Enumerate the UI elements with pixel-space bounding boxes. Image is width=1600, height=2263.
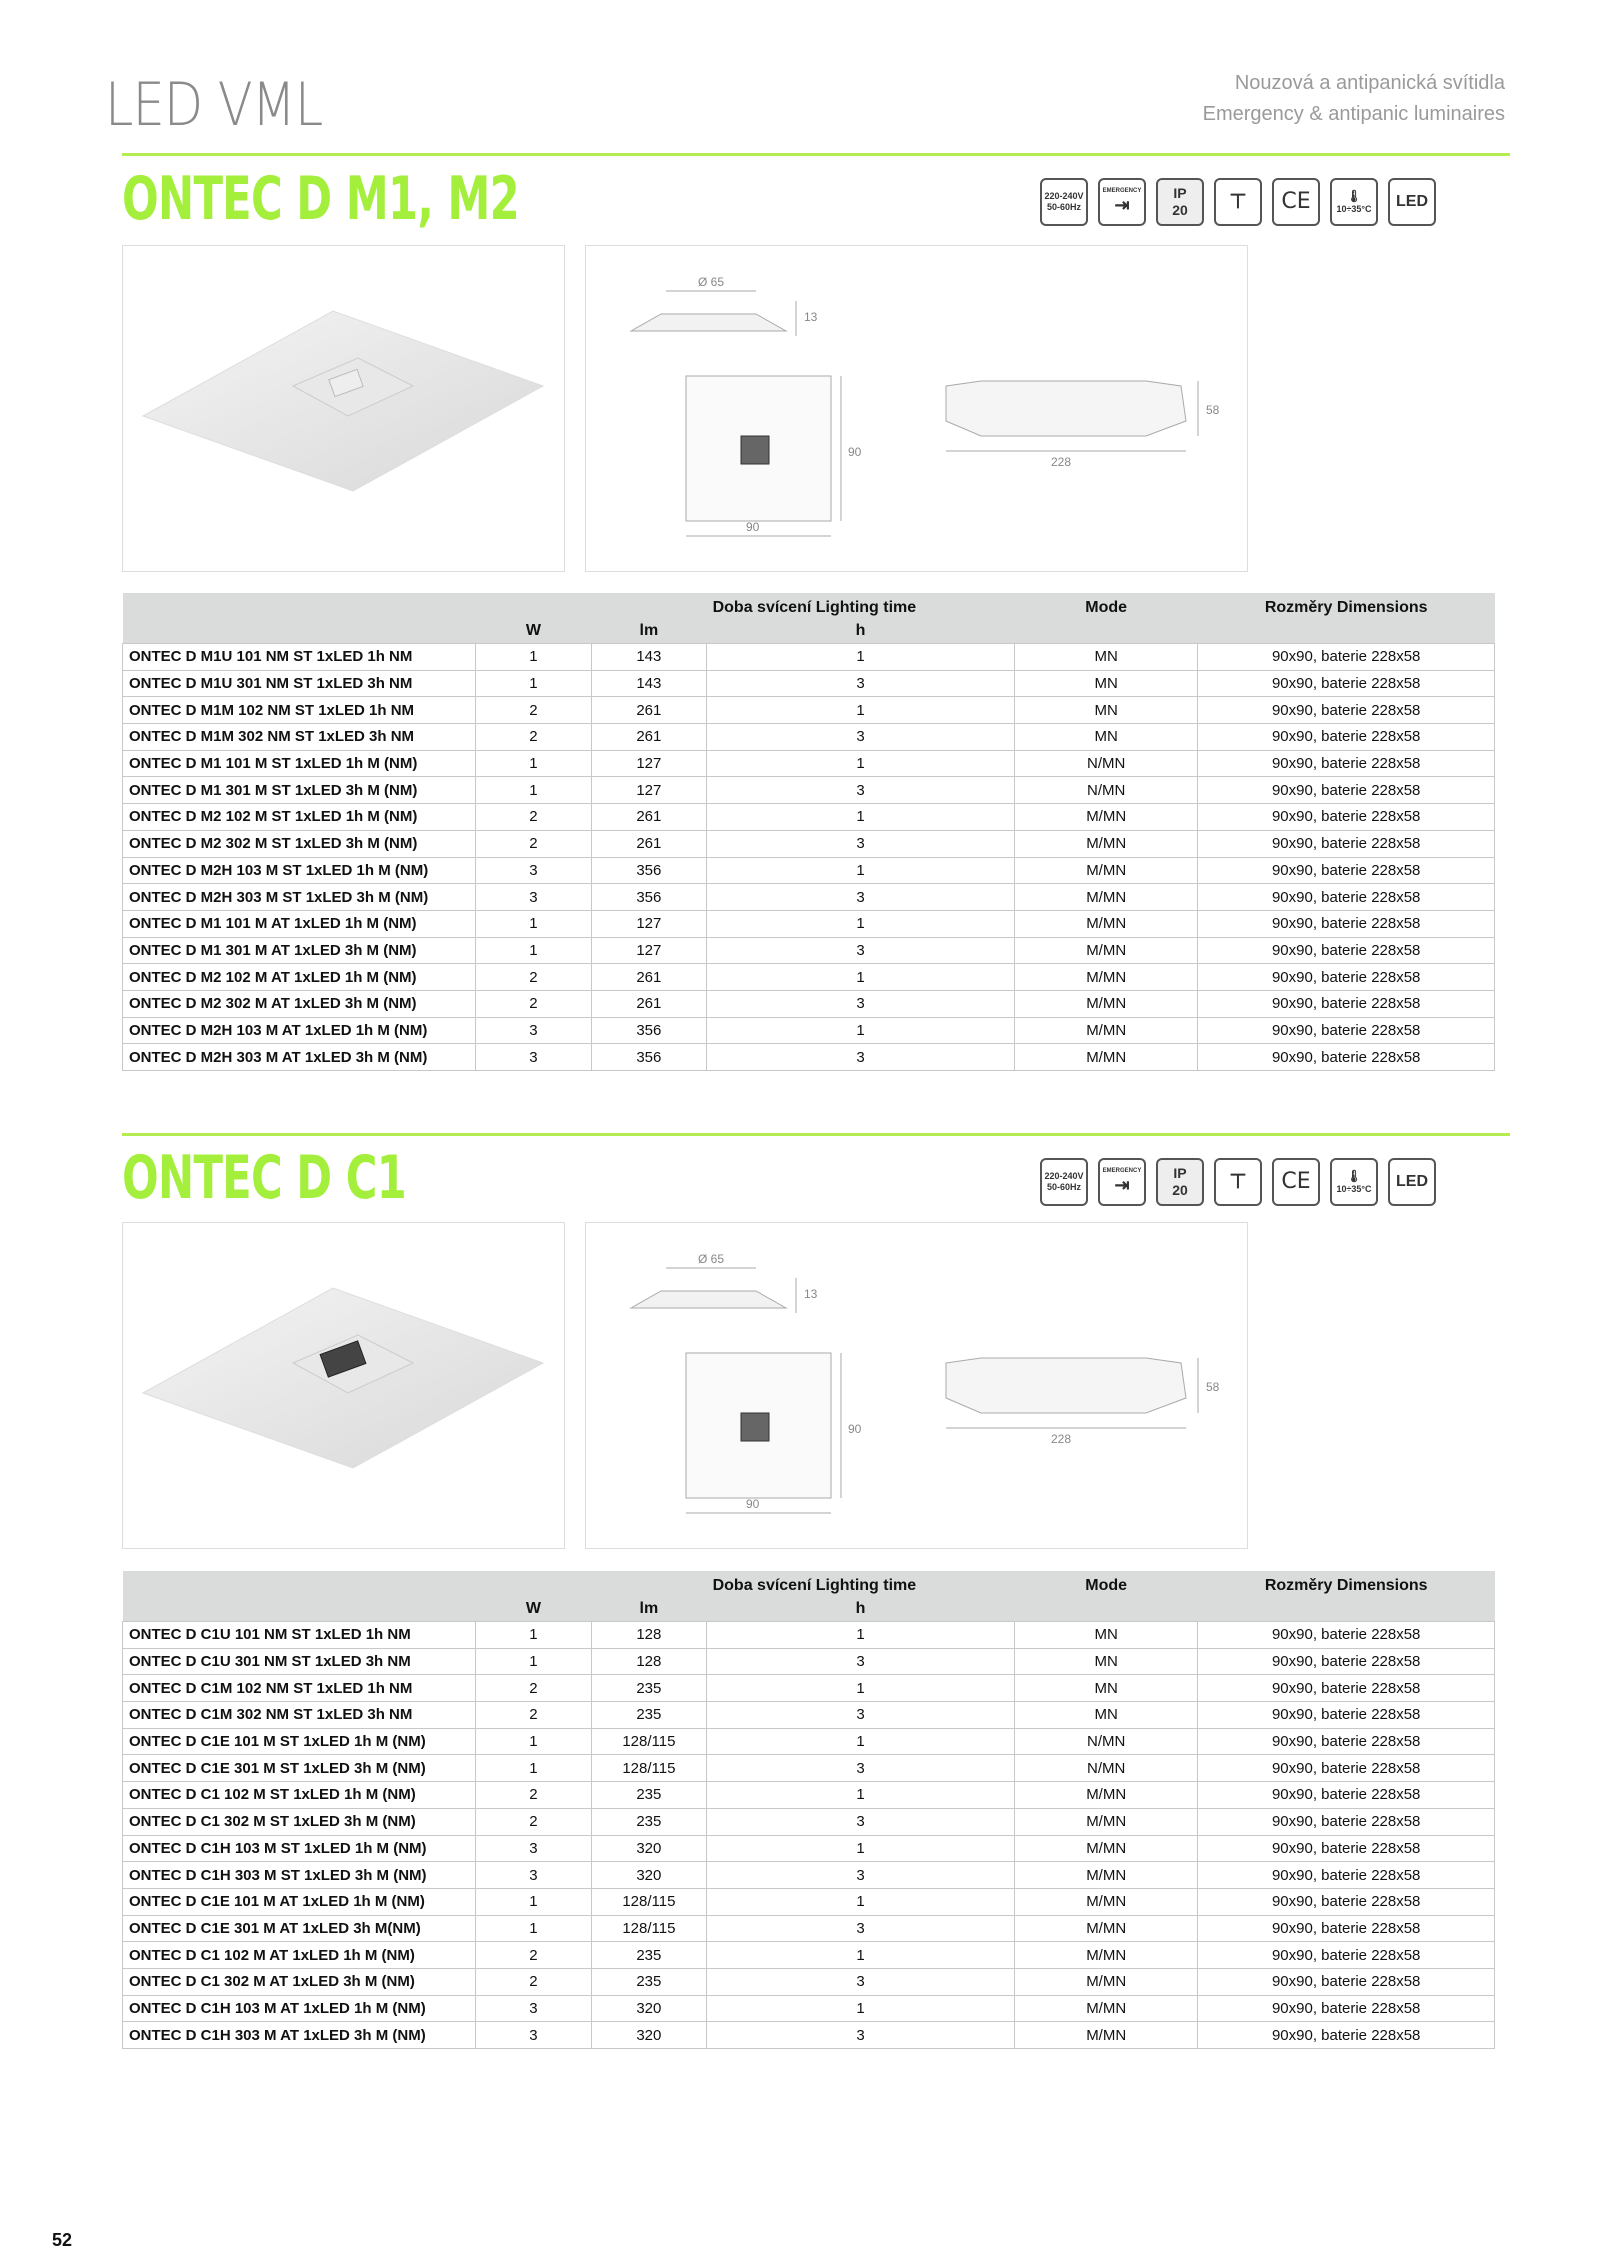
table-row	[123, 1968, 1495, 1995]
lumen-cell: 235	[591, 1968, 706, 1995]
lumen-cell: 127	[591, 937, 706, 964]
mode-cell: MN	[1015, 1702, 1198, 1729]
lumen-cell: 261	[591, 804, 706, 831]
ip20-icon: IP 20	[1156, 1158, 1204, 1206]
table-row	[123, 1835, 1495, 1862]
watt-cell: 2	[476, 1675, 591, 1702]
table-row	[123, 804, 1495, 831]
mode-cell: M/MN	[1015, 1862, 1198, 1889]
dimensions-cell: 90x90, baterie 228x58	[1198, 830, 1495, 857]
technical-drawing	[585, 1222, 1248, 1549]
product-name: ONTEC D C1E 101 M AT 1xLED 1h M (NM)	[123, 1888, 476, 1915]
hours-cell: 3	[707, 1968, 1015, 1995]
hours-header: h	[707, 619, 1015, 644]
lumen-cell: 128/115	[591, 1888, 706, 1915]
table-row	[123, 857, 1495, 884]
dimensions-cell: 90x90, baterie 228x58	[1198, 1675, 1495, 1702]
lumen-cell: 143	[591, 670, 706, 697]
dimensions-cell: 90x90, baterie 228x58	[1198, 2022, 1495, 2049]
hours-cell: 1	[707, 1782, 1015, 1809]
hours-cell: 1	[707, 697, 1015, 724]
hours-cell: 3	[707, 2022, 1015, 2049]
dim-battery-height: 58	[1206, 403, 1220, 417]
table-row	[123, 2022, 1495, 2049]
lumen-cell: 356	[591, 1017, 706, 1044]
hours-cell: 3	[707, 670, 1015, 697]
lumen-cell: 128/115	[591, 1915, 706, 1942]
dim-width: 90	[848, 1422, 862, 1436]
technical-drawing	[585, 245, 1248, 572]
lumen-header: lm	[591, 1597, 706, 1622]
mode-cell: M/MN	[1015, 1995, 1198, 2022]
watt-cell: 2	[476, 697, 591, 724]
table-row	[123, 777, 1495, 804]
emergency-exit-icon: EMERGENCY ⇥	[1098, 1158, 1146, 1206]
watt-cell: 1	[476, 750, 591, 777]
product-name: ONTEC D C1E 301 M AT 1xLED 3h M(NM)	[123, 1915, 476, 1942]
lumen-cell: 320	[591, 1835, 706, 1862]
table-row	[123, 644, 1495, 671]
dimensions-cell: 90x90, baterie 228x58	[1198, 1782, 1495, 1809]
table-row	[123, 750, 1495, 777]
watt-cell: 2	[476, 1782, 591, 1809]
hours-cell: 3	[707, 1808, 1015, 1835]
dimensions-cell: 90x90, baterie 228x58	[1198, 1942, 1495, 1969]
watt-cell: 1	[476, 670, 591, 697]
hours-cell: 1	[707, 910, 1015, 937]
mode-cell: MN	[1015, 724, 1198, 751]
ce-icon: CE	[1272, 178, 1320, 226]
watt-cell: 1	[476, 1648, 591, 1675]
emergency-exit-icon: EMERGENCY ⇥	[1098, 178, 1146, 226]
watt-cell: 3	[476, 1044, 591, 1071]
product-name: ONTEC D C1 102 M ST 1xLED 1h M (NM)	[123, 1782, 476, 1809]
dimensions-cell: 90x90, baterie 228x58	[1198, 1835, 1495, 1862]
product-name: ONTEC D M1 101 M AT 1xLED 1h M (NM)	[123, 910, 476, 937]
hours-cell: 3	[707, 884, 1015, 911]
product-name: ONTEC D M1 101 M ST 1xLED 1h M (NM)	[123, 750, 476, 777]
lumen-cell: 261	[591, 990, 706, 1017]
hours-cell: 3	[707, 830, 1015, 857]
hours-cell: 1	[707, 1835, 1015, 1862]
lumen-cell: 320	[591, 2022, 706, 2049]
watt-cell: 1	[476, 644, 591, 671]
mode-cell: M/MN	[1015, 1968, 1198, 1995]
watt-cell: 3	[476, 2022, 591, 2049]
table-row	[123, 1995, 1495, 2022]
watt-cell: 2	[476, 990, 591, 1017]
watt-cell: 2	[476, 1968, 591, 1995]
product-name: ONTEC D C1M 302 NM ST 1xLED 3h NM	[123, 1702, 476, 1729]
lumen-cell: 127	[591, 777, 706, 804]
lumen-cell: 235	[591, 1675, 706, 1702]
dim-width: 90	[848, 445, 862, 459]
product-name: ONTEC D C1U 301 NM ST 1xLED 3h NM	[123, 1648, 476, 1675]
lumen-cell: 356	[591, 1044, 706, 1071]
hours-cell: 1	[707, 857, 1015, 884]
table-row	[123, 1888, 1495, 1915]
section-title: ONTEC D C1	[122, 1143, 407, 1213]
dimensions-cell: 90x90, baterie 228x58	[1198, 670, 1495, 697]
product-name: ONTEC D M2 302 M AT 1xLED 3h M (NM)	[123, 990, 476, 1017]
dimensions-cell: 90x90, baterie 228x58	[1198, 750, 1495, 777]
dimensions-cell: 90x90, baterie 228x58	[1198, 724, 1495, 751]
dim-battery-length: 228	[1051, 455, 1072, 469]
table-row	[123, 1862, 1495, 1889]
temperature-icon: 🌡 10÷35°C	[1330, 1158, 1378, 1206]
mode-cell: MN	[1015, 670, 1198, 697]
page-title: LED VML	[105, 70, 323, 140]
table-row	[123, 1755, 1495, 1782]
mode-cell: M/MN	[1015, 2022, 1198, 2049]
watt-cell: 2	[476, 724, 591, 751]
mode-cell: N/MN	[1015, 750, 1198, 777]
lumen-cell: 128	[591, 1648, 706, 1675]
product-name: ONTEC D M2H 303 M ST 1xLED 3h M (NM)	[123, 884, 476, 911]
voltage-icon: 220-240V 50-60Hz	[1040, 178, 1088, 226]
hours-cell: 1	[707, 1017, 1015, 1044]
product-name: ONTEC D C1E 301 M ST 1xLED 3h M (NM)	[123, 1755, 476, 1782]
certification-icons	[1040, 1158, 1436, 1206]
watt-cell: 2	[476, 830, 591, 857]
dimensions-cell: 90x90, baterie 228x58	[1198, 644, 1495, 671]
mode-cell: MN	[1015, 644, 1198, 671]
category-en: Emergency & antipanic luminaires	[1202, 103, 1505, 125]
table-row	[123, 1782, 1495, 1809]
product-name: ONTEC D M1U 101 NM ST 1xLED 1h NM	[123, 644, 476, 671]
table-row	[123, 1648, 1495, 1675]
table-row	[123, 1675, 1495, 1702]
mode-cell: N/MN	[1015, 1755, 1198, 1782]
led-icon: LED	[1388, 178, 1436, 226]
product-name: ONTEC D M1 301 M AT 1xLED 3h M (NM)	[123, 937, 476, 964]
dim-height: 13	[804, 310, 818, 324]
table-row	[123, 937, 1495, 964]
mode-cell: M/MN	[1015, 1782, 1198, 1809]
table-row	[123, 1702, 1495, 1729]
hours-cell: 3	[707, 777, 1015, 804]
product-name: ONTEC D M2H 103 M AT 1xLED 1h M (NM)	[123, 1017, 476, 1044]
hours-cell: 1	[707, 750, 1015, 777]
dimensions-cell: 90x90, baterie 228x58	[1198, 1622, 1495, 1649]
watt-cell: 2	[476, 1942, 591, 1969]
watt-cell: 1	[476, 1728, 591, 1755]
product-name: ONTEC D C1H 303 M ST 1xLED 3h M (NM)	[123, 1862, 476, 1889]
hours-cell: 1	[707, 1995, 1015, 2022]
table-row	[123, 697, 1495, 724]
watt-cell: 1	[476, 910, 591, 937]
lumen-cell: 127	[591, 910, 706, 937]
hours-cell: 3	[707, 1915, 1015, 1942]
hours-cell: 1	[707, 964, 1015, 991]
watt-cell: 2	[476, 1808, 591, 1835]
mode-cell: M/MN	[1015, 1888, 1198, 1915]
dimensions-cell: 90x90, baterie 228x58	[1198, 884, 1495, 911]
certification-icons	[1040, 178, 1436, 226]
spec-table	[122, 593, 1495, 1071]
watt-cell: 3	[476, 884, 591, 911]
dimensions-cell: 90x90, baterie 228x58	[1198, 937, 1495, 964]
hours-cell: 3	[707, 1862, 1015, 1889]
dimensions-cell: 90x90, baterie 228x58	[1198, 1702, 1495, 1729]
dimensions-cell: 90x90, baterie 228x58	[1198, 990, 1495, 1017]
watt-cell: 2	[476, 964, 591, 991]
lumen-cell: 235	[591, 1782, 706, 1809]
lumen-cell: 261	[591, 964, 706, 991]
watt-cell: 3	[476, 1862, 591, 1889]
dimensions-cell: 90x90, baterie 228x58	[1198, 1648, 1495, 1675]
mode-cell: M/MN	[1015, 1942, 1198, 1969]
hours-cell: 3	[707, 937, 1015, 964]
watt-cell: 2	[476, 804, 591, 831]
dim-battery-length: 228	[1051, 1432, 1072, 1446]
watt-cell: 3	[476, 1835, 591, 1862]
product-name: ONTEC D C1 102 M AT 1xLED 1h M (NM)	[123, 1942, 476, 1969]
table-row	[123, 1017, 1495, 1044]
hours-cell: 3	[707, 1702, 1015, 1729]
table-row	[123, 964, 1495, 991]
temperature-icon: 🌡 10÷35°C	[1330, 178, 1378, 226]
mode-cell: MN	[1015, 1648, 1198, 1675]
lighting-time-header: Doba svícení Lighting time	[707, 1571, 1015, 1597]
ceiling-mount-icon: ⊤	[1214, 178, 1262, 226]
mode-header: Mode	[1015, 1571, 1198, 1597]
dimensions-cell: 90x90, baterie 228x58	[1198, 1968, 1495, 1995]
mode-cell: MN	[1015, 1622, 1198, 1649]
hours-cell: 3	[707, 1044, 1015, 1071]
lumen-cell: 320	[591, 1862, 706, 1889]
table-row	[123, 990, 1495, 1017]
product-name: ONTEC D C1 302 M ST 1xLED 3h M (NM)	[123, 1808, 476, 1835]
hours-cell: 1	[707, 1728, 1015, 1755]
dim-height: 13	[804, 1287, 818, 1301]
product-name: ONTEC D C1H 103 M ST 1xLED 1h M (NM)	[123, 1835, 476, 1862]
mode-cell: N/MN	[1015, 1728, 1198, 1755]
mode-cell: M/MN	[1015, 1044, 1198, 1071]
lumen-cell: 261	[591, 724, 706, 751]
product-name: ONTEC D M1M 102 NM ST 1xLED 1h NM	[123, 697, 476, 724]
dimensions-cell: 90x90, baterie 228x58	[1198, 1888, 1495, 1915]
product-name: ONTEC D M2H 103 M ST 1xLED 1h M (NM)	[123, 857, 476, 884]
dimensions-cell: 90x90, baterie 228x58	[1198, 1017, 1495, 1044]
mode-cell: M/MN	[1015, 910, 1198, 937]
lumen-cell: 356	[591, 884, 706, 911]
table-row	[123, 1942, 1495, 1969]
lumen-cell: 261	[591, 697, 706, 724]
watt-cell: 2	[476, 1702, 591, 1729]
product-photo	[122, 245, 565, 572]
page-number: 52	[52, 2230, 73, 2250]
dimensions-cell: 90x90, baterie 228x58	[1198, 1995, 1495, 2022]
product-name: ONTEC D C1U 101 NM ST 1xLED 1h NM	[123, 1622, 476, 1649]
product-name: ONTEC D C1E 101 M ST 1xLED 1h M (NM)	[123, 1728, 476, 1755]
table-row	[123, 884, 1495, 911]
section-title: ONTEC D M1, M2	[122, 164, 519, 234]
dimensions-cell: 90x90, baterie 228x58	[1198, 1808, 1495, 1835]
lumen-cell: 128	[591, 1622, 706, 1649]
lighting-time-header: Doba svícení Lighting time	[707, 593, 1015, 619]
hours-cell: 3	[707, 724, 1015, 751]
voltage-icon: 220-240V 50-60Hz	[1040, 1158, 1088, 1206]
watt-cell: 1	[476, 1888, 591, 1915]
mode-cell: M/MN	[1015, 804, 1198, 831]
mode-cell: M/MN	[1015, 1835, 1198, 1862]
watt-header: W	[476, 619, 591, 644]
hours-cell: 3	[707, 1648, 1015, 1675]
lumen-cell: 143	[591, 644, 706, 671]
dimensions-cell: 90x90, baterie 228x58	[1198, 1044, 1495, 1071]
dimensions-cell: 90x90, baterie 228x58	[1198, 1728, 1495, 1755]
table-row	[123, 910, 1495, 937]
table-row	[123, 1728, 1495, 1755]
ip20-icon: IP 20	[1156, 178, 1204, 226]
product-name: ONTEC D C1H 303 M AT 1xLED 3h M (NM)	[123, 2022, 476, 2049]
dim-depth: 90	[746, 1497, 760, 1511]
mode-cell: M/MN	[1015, 857, 1198, 884]
watt-cell: 3	[476, 1995, 591, 2022]
product-name: ONTEC D M2 102 M ST 1xLED 1h M (NM)	[123, 804, 476, 831]
product-name: ONTEC D C1H 103 M AT 1xLED 1h M (NM)	[123, 1995, 476, 2022]
product-name: ONTEC D M1M 302 NM ST 1xLED 3h NM	[123, 724, 476, 751]
mode-cell: N/MN	[1015, 777, 1198, 804]
mode-cell: M/MN	[1015, 990, 1198, 1017]
lumen-cell: 235	[591, 1808, 706, 1835]
spec-table	[122, 1571, 1495, 2049]
lumen-cell: 261	[591, 830, 706, 857]
product-photo	[122, 1222, 565, 1549]
lumen-cell: 128/115	[591, 1755, 706, 1782]
table-row	[123, 830, 1495, 857]
mode-cell: M/MN	[1015, 884, 1198, 911]
hours-cell: 1	[707, 804, 1015, 831]
mode-cell: M/MN	[1015, 937, 1198, 964]
watt-cell: 3	[476, 857, 591, 884]
dimensions-header: Rozměry Dimensions	[1198, 593, 1495, 619]
dimensions-cell: 90x90, baterie 228x58	[1198, 777, 1495, 804]
table-row	[123, 1915, 1495, 1942]
product-name: ONTEC D M1U 301 NM ST 1xLED 3h NM	[123, 670, 476, 697]
watt-header: W	[476, 1597, 591, 1622]
dim-diameter: Ø 65	[698, 275, 725, 289]
lumen-cell: 235	[591, 1942, 706, 1969]
mode-header: Mode	[1015, 593, 1198, 619]
divider-top	[122, 153, 1510, 156]
mode-cell: M/MN	[1015, 1915, 1198, 1942]
watt-cell: 1	[476, 777, 591, 804]
led-icon: LED	[1388, 1158, 1436, 1206]
dimensions-cell: 90x90, baterie 228x58	[1198, 910, 1495, 937]
lumen-cell: 320	[591, 1995, 706, 2022]
hours-header: h	[707, 1597, 1015, 1622]
hours-cell: 3	[707, 1755, 1015, 1782]
watt-cell: 1	[476, 1755, 591, 1782]
mode-cell: MN	[1015, 1675, 1198, 1702]
lumen-cell: 235	[591, 1702, 706, 1729]
mode-cell: M/MN	[1015, 964, 1198, 991]
product-name: ONTEC D C1M 102 NM ST 1xLED 1h NM	[123, 1675, 476, 1702]
mode-cell: M/MN	[1015, 830, 1198, 857]
table-row	[123, 670, 1495, 697]
product-name: ONTEC D C1 302 M AT 1xLED 3h M (NM)	[123, 1968, 476, 1995]
hours-cell: 1	[707, 644, 1015, 671]
dimensions-cell: 90x90, baterie 228x58	[1198, 1755, 1495, 1782]
ce-icon: CE	[1272, 1158, 1320, 1206]
table-row	[123, 1808, 1495, 1835]
product-name: ONTEC D M1 301 M ST 1xLED 3h M (NM)	[123, 777, 476, 804]
hours-cell: 1	[707, 1942, 1015, 1969]
lumen-cell: 128/115	[591, 1728, 706, 1755]
table-row	[123, 724, 1495, 751]
product-name: ONTEC D M2 302 M ST 1xLED 3h M (NM)	[123, 830, 476, 857]
hours-cell: 1	[707, 1622, 1015, 1649]
watt-cell: 1	[476, 1622, 591, 1649]
hours-cell: 3	[707, 990, 1015, 1017]
watt-cell: 3	[476, 1017, 591, 1044]
dim-depth: 90	[746, 520, 760, 534]
watt-cell: 1	[476, 1915, 591, 1942]
dimensions-cell: 90x90, baterie 228x58	[1198, 857, 1495, 884]
dimensions-cell: 90x90, baterie 228x58	[1198, 1915, 1495, 1942]
dimensions-cell: 90x90, baterie 228x58	[1198, 804, 1495, 831]
table-row	[123, 1044, 1495, 1071]
product-name: ONTEC D M2 102 M AT 1xLED 1h M (NM)	[123, 964, 476, 991]
dimensions-header: Rozměry Dimensions	[1198, 1571, 1495, 1597]
mode-cell: M/MN	[1015, 1017, 1198, 1044]
lumen-header: lm	[591, 619, 706, 644]
dim-diameter: Ø 65	[698, 1252, 725, 1266]
table-row	[123, 1622, 1495, 1649]
hours-cell: 1	[707, 1675, 1015, 1702]
product-name: ONTEC D M2H 303 M AT 1xLED 3h M (NM)	[123, 1044, 476, 1071]
dimensions-cell: 90x90, baterie 228x58	[1198, 697, 1495, 724]
watt-cell: 1	[476, 937, 591, 964]
mode-cell: MN	[1015, 697, 1198, 724]
lumen-cell: 356	[591, 857, 706, 884]
category-cz: Nouzová a antipanická svítidla	[1234, 72, 1505, 94]
ceiling-mount-icon: ⊤	[1214, 1158, 1262, 1206]
mode-cell: M/MN	[1015, 1808, 1198, 1835]
lumen-cell: 127	[591, 750, 706, 777]
dimensions-cell: 90x90, baterie 228x58	[1198, 1862, 1495, 1889]
divider-middle	[122, 1133, 1510, 1136]
dim-battery-height: 58	[1206, 1380, 1220, 1394]
hours-cell: 1	[707, 1888, 1015, 1915]
dimensions-cell: 90x90, baterie 228x58	[1198, 964, 1495, 991]
